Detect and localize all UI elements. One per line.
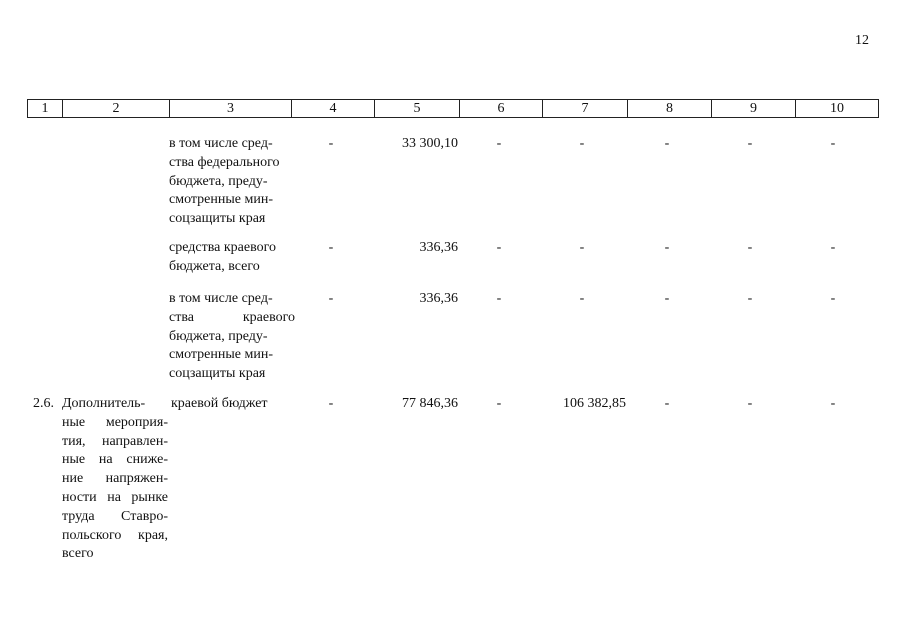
cell-line: соцзащиты края bbox=[169, 366, 266, 382]
col8-value: - bbox=[664, 240, 670, 255]
cell-line: ные на сниже- bbox=[62, 452, 168, 468]
col4-value: - bbox=[328, 136, 334, 151]
cell-line: бюджета, преду- bbox=[169, 173, 268, 189]
funding-source-cell bbox=[169, 135, 295, 229]
col5-value: 77 846,36 bbox=[402, 396, 458, 411]
col6-value: - bbox=[496, 396, 502, 411]
cell-line: соцзащиты края bbox=[169, 211, 266, 227]
header-col-9: 9 bbox=[712, 100, 796, 118]
cell-line: в том числе сред- bbox=[169, 136, 273, 151]
col5-value: 336,36 bbox=[419, 291, 458, 306]
col8-value: - bbox=[664, 291, 670, 306]
cell-line: смотренные мин- bbox=[169, 192, 274, 208]
col4-value: - bbox=[328, 291, 334, 306]
col7-value: - bbox=[579, 291, 585, 306]
header-col-10: 10 bbox=[796, 100, 879, 118]
col9-value: - bbox=[747, 240, 753, 255]
column-number-header bbox=[27, 99, 879, 118]
col8-value: - bbox=[664, 136, 670, 151]
col4-value: - bbox=[328, 240, 334, 255]
col9-value: - bbox=[747, 136, 753, 151]
col7-value: 106 382,85 bbox=[563, 396, 626, 411]
cell-line: бюджета, преду- bbox=[169, 328, 268, 344]
funding-source-cell: краевой бюджет bbox=[171, 396, 268, 411]
col5-value: 33 300,10 bbox=[402, 136, 458, 151]
col10-value: - bbox=[830, 291, 836, 306]
col10-value: - bbox=[830, 240, 836, 255]
col7-value: - bbox=[579, 240, 585, 255]
header-col-3: 3 bbox=[170, 100, 292, 118]
funding-source-cell bbox=[169, 290, 295, 384]
cell-line: бюджета, всего bbox=[169, 258, 260, 274]
header-col-4: 4 bbox=[292, 100, 375, 118]
col5-value: 336,36 bbox=[419, 240, 458, 255]
cell-line: в том числе сред- bbox=[169, 291, 273, 306]
funding-source-cell bbox=[169, 239, 295, 277]
cell-line: ние напряжен- bbox=[62, 471, 168, 487]
page-number: 12 bbox=[855, 33, 869, 48]
cell-line: польского края, bbox=[62, 527, 168, 543]
col7-value: - bbox=[579, 136, 585, 151]
cell-line: Дополнитель- bbox=[62, 396, 146, 411]
col6-value: - bbox=[496, 240, 502, 255]
cell-line: средства краевого bbox=[169, 240, 276, 255]
col9-value: - bbox=[747, 396, 753, 411]
col9-value: - bbox=[747, 291, 753, 306]
col10-value: - bbox=[830, 136, 836, 151]
col6-value: - bbox=[496, 291, 502, 306]
col4-value: - bbox=[328, 396, 334, 411]
cell-line: тия, направлен- bbox=[62, 433, 168, 449]
col6-value: - bbox=[496, 136, 502, 151]
cell-line: ства федерального bbox=[169, 154, 280, 170]
header-col-2: 2 bbox=[63, 100, 170, 118]
header-col-7: 7 bbox=[543, 100, 628, 118]
header-col-6: 6 bbox=[460, 100, 543, 118]
cell-line: всего bbox=[62, 546, 94, 562]
col8-value: - bbox=[664, 396, 670, 411]
header-col-5: 5 bbox=[375, 100, 460, 118]
cell-line: труда Ставро- bbox=[62, 508, 168, 524]
col10-value: - bbox=[830, 396, 836, 411]
cell-line: ные мероприя- bbox=[62, 414, 168, 430]
header-col-1: 1 bbox=[28, 100, 63, 118]
cell-line: ства краевого bbox=[169, 309, 295, 325]
activity-name-cell bbox=[62, 395, 168, 564]
cell-line: ности на рынке bbox=[62, 489, 168, 505]
cell-line: смотренные мин- bbox=[169, 347, 274, 363]
header-col-8: 8 bbox=[628, 100, 712, 118]
item-number: 2.6. bbox=[33, 396, 54, 411]
